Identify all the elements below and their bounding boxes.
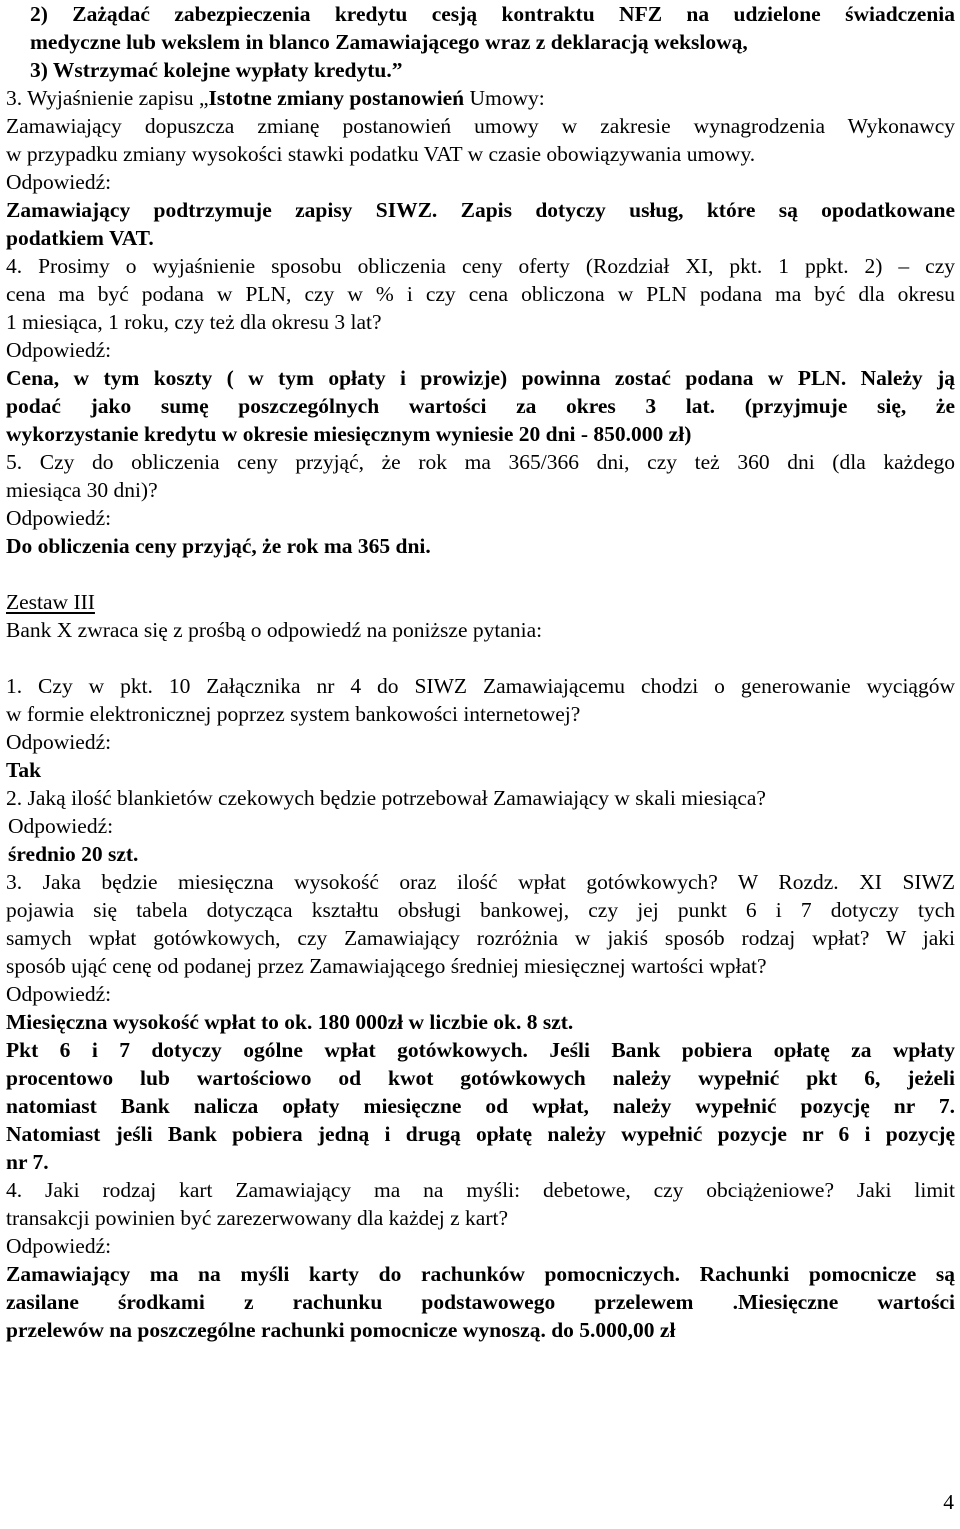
answer-label: Odpowiedź: bbox=[6, 982, 112, 1006]
answer-text: procentowo lub wartościowo od kwot gotówkowych należy wypełnić pkt 6, jeżeli bbox=[6, 1066, 955, 1090]
answer-text: Do obliczenia ceny przyjąć, że rok ma 365 dni. bbox=[6, 534, 431, 558]
answer-text: wykorzystanie kredytu w okresie miesięcznym wyniesie 20 dni - 850.000 zł) bbox=[6, 422, 692, 446]
answer-text: średnio 20 szt. bbox=[8, 842, 139, 866]
question-text: transakcji powinien być zarezerwowany dla każdej z kart? bbox=[6, 1206, 509, 1230]
question-text: 4. Prosimy o wyjaśnienie sposobu obliczenia ceny oferty (Rozdział XI, pkt. 1 ppkt. 2) – czy bbox=[6, 254, 955, 278]
answer-text: natomiast Bank nalicza opłaty miesięczne od wpłat, należy wypełnić pozycję nr 7. bbox=[6, 1094, 955, 1118]
answer-label: Odpowiedź: bbox=[8, 814, 114, 838]
answer-text: zasilane środkami z rachunku podstawowego przelewem .Miesięczne wartości bbox=[6, 1290, 955, 1314]
list-item-2-cont: medyczne lub wekslem in blanco Zamawiającego wraz z deklaracją wekslową, bbox=[30, 30, 748, 54]
intro-text: Bank X zwraca się z prośbą o odpowiedź na poniższe pytania: bbox=[6, 618, 543, 642]
answer-text: Zamawiający podtrzymuje zapisy SIWZ. Zapis dotyczy usług, które są opodatkowane bbox=[6, 198, 955, 222]
question-text: 4. Jaki rodzaj kart Zamawiający ma na myśli: debetowe, czy obciążeniowe? Jaki limit bbox=[6, 1178, 955, 1202]
answer-text: Tak bbox=[6, 758, 42, 782]
question-text: sposób ująć cenę od podanej przez Zamawiającego średniej miesięcznej wartości wpłat? bbox=[6, 954, 767, 978]
answer-text: podatkiem VAT. bbox=[6, 226, 154, 250]
question-text: miesiąca 30 dni)? bbox=[6, 478, 158, 502]
answer-label: Odpowiedź: bbox=[6, 338, 112, 362]
question-text: w formie elektronicznej poprzez system bankowości internetowej? bbox=[6, 702, 581, 726]
question-text: 5. Czy do obliczenia ceny przyjąć, że rok ma 365/366 dni, czy też 360 dni (dla każdego bbox=[6, 450, 955, 474]
question-text: 2. Jaką ilość blankietów czekowych będzie potrzebował Zamawiający w skali miesiąca? bbox=[6, 786, 766, 810]
answer-label: Odpowiedź: bbox=[6, 506, 112, 530]
answer-label: Odpowiedź: bbox=[6, 170, 112, 194]
answer-text: podać jako sumę poszczególnych wartości za okres 3 lat. (przyjmuje się, że bbox=[6, 394, 955, 418]
answer-text: Natomiast jeśli Bank pobiera jedną i drugą opłatę należy wypełnić pozycje nr 6 i pozycję bbox=[6, 1122, 955, 1146]
section-heading: Zestaw III bbox=[6, 590, 95, 614]
question-text: w przypadku zmiany wysokości stawki podatku VAT w czasie obowiązywania umowy. bbox=[6, 142, 756, 166]
answer-text: Cena, w tym koszty ( w tym opłaty i prowizje) powinna zostać podana w PLN. Należy ją bbox=[6, 366, 955, 390]
question-text: 3. Jaka będzie miesięczna wysokość oraz ilość wpłat gotówkowych? W Rozdz. XI SIWZ bbox=[6, 870, 955, 894]
question-text: Zamawiający dopuszcza zmianę postanowień umowy w zakresie wynagrodzenia Wykonawcy bbox=[6, 114, 955, 138]
page-number: 4 bbox=[943, 1490, 954, 1514]
answer-text: Miesięczna wysokość wpłat to ok. 180 000zł w liczbie ok. 8 szt. bbox=[6, 1010, 574, 1034]
answer-text: przelewów na poszczególne rachunki pomocnicze wynoszą. do 5.000,00 zł bbox=[6, 1318, 676, 1342]
answer-text: Zamawiający ma na myśli karty do rachunków pomocniczych. Rachunki pomocnicze są bbox=[6, 1262, 955, 1286]
question-text: samych wpłat gotówkowych, czy Zamawiający rozróżnia w jakiś sposób rodzaj wpłat? W jaki bbox=[6, 926, 955, 950]
list-item-3: 3) Wstrzymać kolejne wypłaty kredytu.” bbox=[30, 58, 403, 82]
answer-label: Odpowiedź: bbox=[6, 730, 112, 754]
question-text: 1. Czy w pkt. 10 Załącznika nr 4 do SIWZ Zamawiającemu chodzi o generowanie wyciągów bbox=[6, 674, 955, 698]
list-item-2: 2) Zażądać zabezpieczenia kredytu cesją kontraktu NFZ na udzielone świadczenia bbox=[30, 2, 955, 26]
answer-text: nr 7. bbox=[6, 1150, 49, 1174]
question-3-heading: 3. Wyjaśnienie zapisu „Istotne zmiany postanowień Umowy: bbox=[6, 86, 545, 110]
answer-text: Pkt 6 i 7 dotyczy ogólne wpłat gotówkowych. Jeśli Bank pobiera opłatę za wpłaty bbox=[6, 1038, 955, 1062]
answer-label: Odpowiedź: bbox=[6, 1234, 112, 1258]
question-text: cena ma być podana w PLN, czy w % i czy cena obliczona w PLN podana ma być dla okresu bbox=[6, 282, 955, 306]
question-text: pojawia się tabela dotycząca kształtu obsługi bankowej, czy jej punkt 6 i 7 dotyczy tych bbox=[6, 898, 955, 922]
question-text: 1 miesiąca, 1 roku, czy też dla okresu 3 lat? bbox=[6, 310, 382, 334]
